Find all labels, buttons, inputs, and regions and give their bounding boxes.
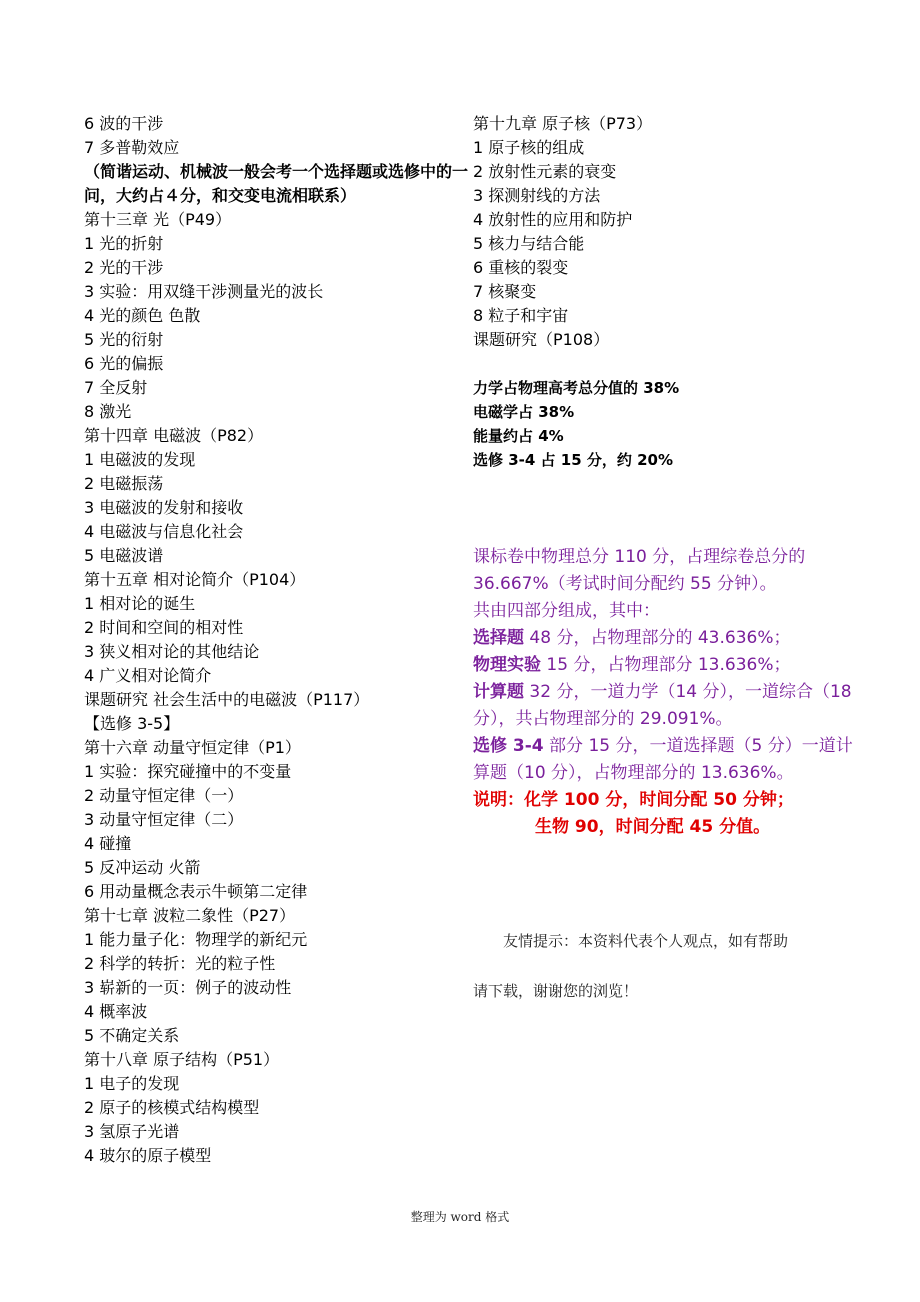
list-item: 6 波的干涉 [84, 114, 164, 133]
list-item: 课题研究（P108） [473, 330, 610, 349]
list-item: 3 氢原子光谱 [84, 1122, 180, 1141]
note-text: 化学 100 分，时间分配 50 分钟； [524, 790, 794, 810]
note-label: 说明： [473, 790, 524, 810]
list-item: 5 反冲运动 火箭 [84, 858, 201, 877]
list-item: 2 电磁振荡 [84, 474, 164, 493]
list-item: 第十七章 波粒二象性（P27） [84, 906, 296, 925]
list-item: 2 光的干涉 [84, 258, 164, 277]
list-item: 4 放射性的应用和防护 [473, 210, 633, 229]
stat-line: 电磁学占 38% [473, 403, 575, 421]
chapter-list [84, 208, 469, 1168]
list-item: 1 光的折射 [84, 234, 164, 253]
list-item: 7 核聚变 [473, 282, 537, 301]
part-text: 48 分，占物理部分的 43.636%； [524, 628, 791, 648]
list-item: 1 实验：探究碰撞中的不变量 [84, 762, 292, 781]
exam-parts-intro: 共由四部分组成，其中： [473, 601, 660, 621]
list-item: 3 狭义相对论的其他结论 [84, 642, 260, 661]
friendly-tip-2: 请下载，谢谢您的浏览！ [473, 982, 639, 1000]
list-item: 【选修 3-5】 [84, 714, 180, 733]
list-item: 2 原子的核模式结构模型 [84, 1098, 260, 1117]
list-item: 1 能力量子化：物理学的新纪元 [84, 930, 308, 949]
stat-line: 力学占物理高考总分值的 38% [473, 379, 680, 397]
list-item: 3 崭新的一页：例子的波动性 [84, 978, 292, 997]
exam-part-calculation [473, 679, 858, 733]
part-label: 计算题 [473, 682, 524, 702]
stat-line: 选修 3-4 占 15 分，约 20% [473, 451, 673, 469]
list-item: 4 广义相对论简介 [84, 666, 212, 685]
list-item: 5 电磁波谱 [84, 546, 164, 565]
exam-note-2: 生物 90，时间分配 45 分值。 [535, 817, 771, 837]
exam-part-experiment [473, 652, 858, 679]
part-label: 选修 3-4 [473, 736, 544, 756]
list-item: 1 电磁波的发现 [84, 450, 196, 469]
list-item: 3 电磁波的发射和接收 [84, 498, 244, 517]
list-item: 第十三章 光（P49） [84, 210, 232, 229]
part-text: 15 分，占物理部分 13.636%； [541, 655, 791, 675]
list-item: 4 光的颜色 色散 [84, 306, 201, 325]
list-item: 7 全反射 [84, 378, 148, 397]
list-item: 第十五章 相对论简介（P104） [84, 570, 306, 589]
list-item: 1 相对论的诞生 [84, 594, 196, 613]
list-item: 6 光的偏振 [84, 354, 164, 373]
right-column [473, 112, 863, 472]
list-item: 8 粒子和宇宙 [473, 306, 569, 325]
list-item: 4 碰撞 [84, 834, 132, 853]
score-stats [473, 376, 863, 472]
list-item: 7 多普勒效应 [84, 138, 180, 157]
list-item: 第十八章 原子结构（P51） [84, 1050, 280, 1069]
list-item: 2 放射性元素的衰变 [473, 162, 617, 181]
list-item: 8 激光 [84, 402, 132, 421]
part-text: 32 分，一道力学（14 分），一道综合（18 分），共占物理部分的 29.091%。 [473, 682, 852, 729]
part-text: 部分 15 分，一道选择题（5 分）一道计算题（10 分），占物理部分的 13.636%。 [473, 736, 853, 783]
stat-line: 能量约占 4% [473, 427, 564, 445]
list-item: 第十四章 电磁波（P82） [84, 426, 264, 445]
exam-total: 课标卷中物理总分 110 分，占理综卷总分的 36.667%（考试时间分配约 55 分钟）。 [473, 547, 806, 594]
list-item: 第十九章 原子核（P73） [473, 114, 653, 133]
left-column [84, 112, 469, 1168]
part-label: 选择题 [473, 628, 524, 648]
list-item: 1 原子核的组成 [473, 138, 585, 157]
part-label: 物理实验 [473, 655, 541, 675]
exam-breakdown [473, 544, 858, 841]
exam-note: （简谐运动、机械波一般会考一个选择题或选修中的一问，大约占４分，和交变电流相联系） [84, 162, 469, 205]
list-item: 课题研究 社会生活中的电磁波（P117） [84, 690, 370, 709]
list-item: 6 重核的裂变 [473, 258, 569, 277]
list-item: 1 电子的发现 [84, 1074, 180, 1093]
list-item: 4 电磁波与信息化社会 [84, 522, 244, 541]
list-item: 3 探测射线的方法 [473, 186, 601, 205]
list-item: 6 用动量概念表示牛顿第二定律 [84, 882, 308, 901]
list-item: 3 实验：用双缝干涉测量光的波长 [84, 282, 324, 301]
list-item: 5 不确定关系 [84, 1026, 180, 1045]
exam-note [473, 787, 858, 814]
list-item: 2 时间和空间的相对性 [84, 618, 244, 637]
list-item: 4 玻尔的原子模型 [84, 1146, 212, 1165]
list-item: 4 概率波 [84, 1002, 148, 1021]
list-item: 5 光的衍射 [84, 330, 164, 349]
list-item: 5 核力与结合能 [473, 234, 585, 253]
list-item: 3 动量守恒定律（二） [84, 810, 244, 829]
page-footer: 整理为 word 格式 [410, 1210, 510, 1224]
exam-part-elective [473, 733, 858, 787]
list-item: 第十六章 动量守恒定律（P1） [84, 738, 301, 757]
list-item: 2 科学的转折：光的粒子性 [84, 954, 276, 973]
chapter-list [473, 112, 863, 352]
friendly-tip: 友情提示：本资料代表个人观点，如有帮助 [503, 932, 789, 950]
exam-part-choice [473, 625, 858, 652]
list-item: 2 动量守恒定律（一） [84, 786, 244, 805]
